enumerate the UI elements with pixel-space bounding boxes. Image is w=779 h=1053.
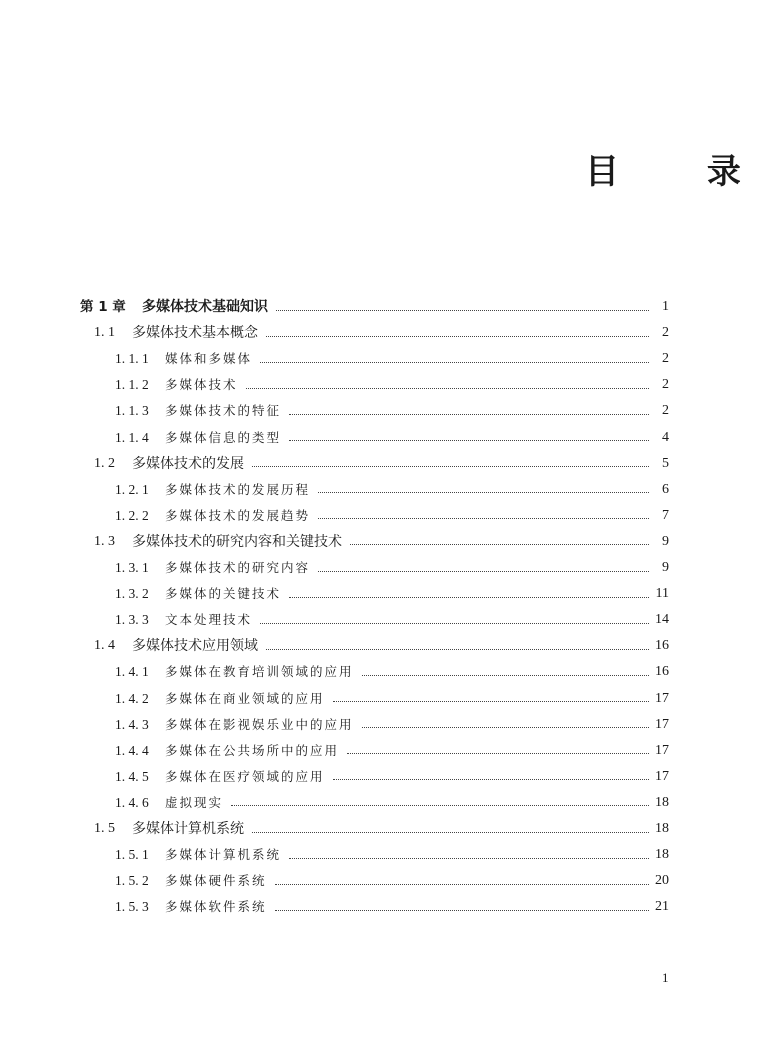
toc-dot-leader [260, 362, 649, 363]
toc-entry-title: 多媒体软件系统 [165, 899, 267, 915]
toc-subsection-entry[interactable] [115, 477, 669, 503]
toc-entry-page: 2 [662, 325, 669, 341]
toc-subsection-entry[interactable] [115, 503, 669, 529]
toc-entry-title: 虚拟现实 [165, 794, 224, 810]
toc-entry-title: 多媒体技术的发展趋势 [165, 507, 311, 523]
toc-section-entry[interactable] [94, 529, 669, 555]
toc-entry-page: 5 [662, 455, 669, 471]
toc-dot-leader [318, 571, 649, 572]
toc-subsection-entry[interactable] [115, 894, 669, 920]
toc-entry-page: 1 [662, 299, 669, 314]
toc-dot-leader [333, 701, 649, 702]
toc-subsection-entry[interactable] [115, 607, 669, 633]
toc-entry-number: 1. 1. 1 [115, 351, 149, 367]
toc-dot-leader [275, 910, 649, 911]
toc-entry-title: 多媒体技术基础知识 [142, 299, 268, 315]
toc-entry-title: 多媒体技术的发展 [132, 455, 244, 472]
toc-entry-title: 多媒体计算机系统 [165, 847, 282, 863]
toc-entry-number: 1. 3 [94, 533, 115, 549]
toc-entry-title: 媒体和多媒体 [165, 351, 253, 367]
toc-dot-leader [260, 623, 649, 624]
toc-entry-page: 4 [662, 429, 669, 445]
toc-entry-number: 1. 1. 4 [115, 429, 149, 445]
toc-dot-leader [318, 492, 649, 493]
toc-subsection-entry[interactable] [115, 868, 669, 894]
toc-entry-title: 多媒体技术的研究内容 [165, 560, 311, 575]
toc-entry-title: 多媒体在医疗领域的应用 [165, 768, 325, 784]
toc-entry-title: 多媒体在影视娱乐业中的应用 [165, 716, 354, 732]
toc-entry-page: 11 [655, 586, 669, 602]
toc-entry-page: 17 [655, 716, 669, 732]
toc-entry-page: 6 [662, 481, 669, 497]
toc-entry-number: 1. 3. 2 [115, 586, 149, 602]
toc-entry-page: 14 [655, 612, 669, 628]
toc-dot-leader [362, 675, 649, 676]
toc-section-entry[interactable] [94, 816, 669, 842]
toc-entry-number: 1. 5. 3 [115, 899, 149, 915]
toc-dot-leader [231, 805, 649, 806]
toc-entry-title: 文本处理技术 [165, 612, 253, 628]
toc-entry-page: 2 [662, 403, 669, 419]
page-title: 目 录 [585, 152, 779, 192]
toc-section-entry[interactable] [94, 633, 669, 659]
toc-entry-page: 18 [655, 847, 669, 863]
toc-entry-number: 1. 2. 2 [115, 507, 149, 523]
toc-entry-page: 18 [655, 821, 669, 836]
toc-dot-leader [252, 832, 649, 833]
toc-subsection-entry[interactable] [115, 738, 669, 764]
toc-entry-number: 第 1 章 [80, 299, 126, 315]
toc-entry-number: 1. 3. 3 [115, 612, 149, 628]
toc-entry-page: 16 [655, 664, 669, 680]
toc-entry-title: 多媒体信息的类型 [165, 429, 282, 445]
toc-entry-page: 9 [662, 560, 669, 575]
toc-dot-leader [266, 649, 649, 650]
toc-entry-title: 多媒体的关键技术 [165, 586, 282, 602]
toc-entry-number: 1. 4. 6 [115, 794, 149, 810]
toc-entry-number: 1. 4. 2 [115, 690, 149, 706]
toc-entry-page: 2 [662, 377, 669, 393]
toc-entry-number: 1. 3. 1 [115, 560, 149, 575]
toc-subsection-entry[interactable] [115, 842, 669, 868]
toc-subsection-entry[interactable] [115, 686, 669, 712]
toc-entry-page: 20 [655, 873, 669, 889]
toc-entry-page: 9 [662, 533, 669, 549]
toc-dot-leader [275, 884, 649, 885]
toc-entry-number: 1. 1 [94, 325, 115, 341]
toc-dot-leader [266, 336, 649, 337]
toc-subsection-entry[interactable] [115, 764, 669, 790]
toc-entry-page: 2 [662, 351, 669, 367]
toc-dot-leader [289, 414, 649, 415]
toc-subsection-entry[interactable] [115, 372, 669, 398]
toc-entry-title: 多媒体在商业领域的应用 [165, 690, 325, 706]
toc-subsection-entry[interactable] [115, 581, 669, 607]
toc-dot-leader [289, 858, 649, 859]
toc-subsection-entry[interactable] [115, 712, 669, 738]
toc-dot-leader [350, 544, 649, 545]
toc-entry-title: 多媒体技术的发展历程 [165, 481, 311, 497]
toc-chapter-entry[interactable] [80, 294, 669, 320]
toc-dot-leader [289, 597, 649, 598]
toc-dot-leader [347, 753, 649, 754]
toc-dot-leader [252, 466, 649, 467]
toc-entry-title: 多媒体硬件系统 [165, 873, 267, 889]
toc-entry-page: 17 [655, 768, 669, 784]
toc-subsection-entry[interactable] [115, 659, 669, 685]
toc-entry-page: 21 [655, 899, 669, 915]
toc-entry-page: 17 [655, 690, 669, 706]
toc-dot-leader [246, 388, 649, 389]
toc-entry-title: 多媒体技术应用领域 [132, 638, 258, 655]
toc-entry-page: 7 [662, 507, 669, 523]
toc-entry-page: 18 [655, 794, 669, 810]
toc-section-entry[interactable] [94, 451, 669, 477]
toc-entry-number: 1. 4 [94, 638, 115, 654]
toc-entry-title: 多媒体在教育培训领域的应用 [165, 664, 354, 680]
toc-entry-number: 1. 1. 2 [115, 377, 149, 393]
toc-entry-page: 17 [655, 742, 669, 758]
toc-entry-number: 1. 5. 2 [115, 873, 149, 889]
toc-entry-title: 多媒体技术的研究内容和关键技术 [132, 533, 342, 550]
toc-entry-title: 多媒体技术的特征 [165, 403, 282, 419]
toc-dot-leader [276, 310, 649, 311]
toc-dot-leader [318, 518, 649, 519]
toc-entry-number: 1. 4. 4 [115, 742, 149, 758]
toc-entry-number: 1. 5 [94, 821, 115, 836]
toc-entry-number: 1. 4. 1 [115, 664, 149, 680]
toc-dot-leader [289, 440, 649, 441]
toc-section-entry[interactable] [94, 320, 669, 346]
toc-dot-leader [362, 727, 649, 728]
toc-dot-leader [333, 779, 649, 780]
toc-entry-number: 1. 4. 5 [115, 768, 149, 784]
toc-entry-title: 多媒体在公共场所中的应用 [165, 742, 340, 758]
toc-subsection-entry[interactable] [115, 398, 669, 424]
toc-subsection-entry[interactable] [115, 346, 669, 372]
toc-subsection-entry[interactable] [115, 425, 669, 451]
page-number: 1 [662, 970, 669, 985]
toc-entry-number: 1. 4. 3 [115, 716, 149, 732]
toc-entry-number: 1. 1. 3 [115, 403, 149, 419]
toc-entry-number: 1. 2. 1 [115, 481, 149, 497]
toc-entry-title: 多媒体技术基本概念 [132, 325, 258, 342]
toc-subsection-entry[interactable] [115, 790, 669, 816]
toc-entry-page: 16 [655, 638, 669, 654]
toc-entry-number: 1. 5. 1 [115, 847, 149, 863]
toc-entry-title: 多媒体计算机系统 [132, 821, 244, 837]
toc-subsection-entry[interactable] [115, 555, 669, 581]
toc-entry-number: 1. 2 [94, 455, 115, 471]
toc-entry-title: 多媒体技术 [165, 377, 238, 393]
